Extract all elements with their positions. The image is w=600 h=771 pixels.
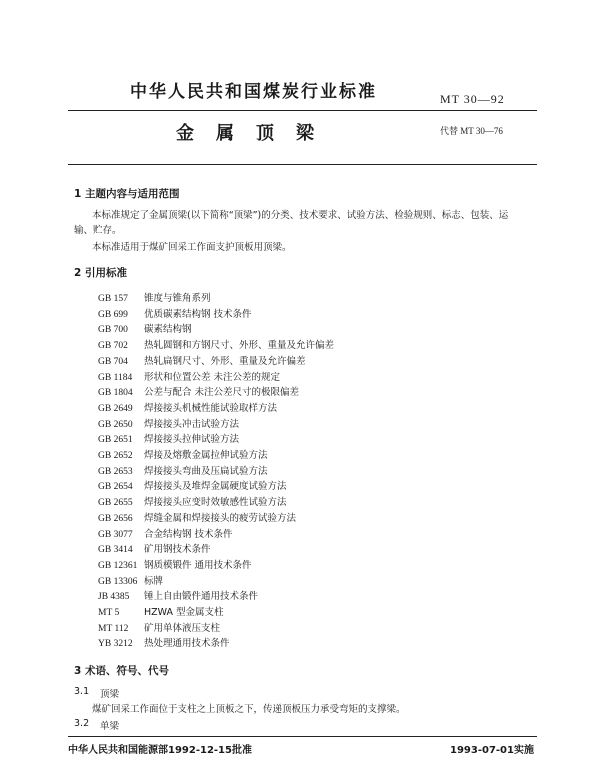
reference-item [98,447,268,461]
header-divider [68,110,537,111]
subsection-3-1-title: 顶梁 [100,689,120,700]
reference-item [98,526,233,540]
reference-code: GB 1804 [98,388,133,399]
reference-item [98,463,268,477]
reference-item [98,306,252,320]
reference-title: 焊接接头机械性能试验取样方法 [144,402,278,414]
reference-item [98,384,299,398]
reference-title: 焊缝金属和焊接接头的疲劳试验方法 [144,512,297,524]
reference-title: 焊接接头冲击试验方法 [144,418,240,430]
reference-title: 焊接及熔敷金属拉伸试验方法 [144,450,268,461]
reference-code: GB 2655 [98,498,133,509]
reference-code: GB 3414 [98,545,133,556]
reference-code: GB 157 [98,294,128,304]
reference-item [98,369,280,383]
reference-title: 矿用钢技术条件 [144,544,211,556]
section-1-paragraph-2: 本标准适用于煤矿回采工作面支护顶板用顶梁。 [92,242,292,253]
reference-title: 标牌 [144,575,164,587]
subsection-3-2-title: 单梁 [100,721,120,732]
reference-item [98,353,306,367]
reference-code: GB 2654 [98,482,133,493]
section-1-paragraph-1-line-2: 输、贮存。 [74,225,122,236]
reference-code: MT 112 [98,623,129,634]
reference-item [98,494,287,508]
reference-code: GB 700 [98,325,128,336]
reference-item [98,635,230,649]
subsection-3-1-text: 煤矿回采工作面位于支柱之上顶板之下，传递顶板压力承受弯矩的支撑梁。 [92,704,406,715]
reference-title: 形状和位置公差 未注公差的规定 [144,371,281,383]
subsection-3-2-number: 3.2 [74,718,90,729]
reference-item [98,478,287,492]
reference-item [98,321,192,335]
reference-title: 合金结构钢 技术条件 [144,528,233,540]
title-divider [68,164,537,165]
reference-title: 焊接接头拉伸试验方法 [144,434,240,446]
reference-title: 锥度与锥角系列 [144,293,211,304]
effective-date: 1993-07-01实施 [450,745,534,756]
reference-item [98,510,296,524]
reference-title: 热轧扁钢尺寸、外形、重量及允许偏差 [144,355,306,367]
reference-title: 矿用单体液压支柱 [144,622,221,634]
reference-title: 热处理通用技术条件 [144,638,230,650]
reference-code: GB 1184 [98,372,133,383]
reference-item [98,588,258,602]
section-1-heading: 1 主题内容与适用范围 [74,188,180,200]
reference-title: 碳素结构钢 [144,324,192,336]
reference-title: 焊接接头应变时效敏感性试验方法 [144,497,287,509]
reference-title: 焊接接头弯曲及压扁试验方法 [144,465,268,477]
section-2-heading: 2 引用标准 [74,267,127,279]
reference-item [98,337,334,351]
reference-item [98,557,252,571]
subsection-3-1-number: 3.1 [74,686,90,697]
section-1-paragraph-1-line-1: 本标准规定了金属顶梁(以下简称“顶梁”)的分类、技术要求、试验方法、检验规则、标志、包装、运 [92,210,509,221]
reference-code: JB 4385 [98,592,130,603]
reference-title: 公差与配合 未注公差尺寸的极限偏差 [144,387,300,399]
replaces-note: 代替 MT 30—76 [440,126,503,136]
reference-item [98,541,211,555]
reference-item [98,573,163,587]
reference-code: GB 2653 [98,466,133,477]
reference-code: GB 2650 [98,419,133,430]
reference-title: 热轧圆钢和方钢尺寸、外形、重量及允许偏差 [144,340,335,352]
reference-title: HZWA 型金属支柱 [144,607,224,618]
reference-title: 优质碳素结构钢 技术条件 [144,308,252,320]
standard-header-title: 中华人民共和国煤炭行业标准 [130,82,377,102]
section-3-heading: 3 术语、符号、代号 [74,665,169,677]
reference-item [98,290,211,304]
reference-item [98,400,277,414]
reference-code: GB 2651 [98,435,133,446]
reference-item [98,416,239,430]
reference-item [98,620,220,634]
reference-code: GB 13306 [98,576,138,587]
reference-code: GB 2652 [98,451,133,461]
standard-number: MT 30—92 [440,92,505,106]
approval-info: 中华人民共和国能源部1992-12-15批准 [68,745,252,756]
reference-code: GB 3077 [98,529,133,540]
reference-title: 焊接接头及堆焊金属硬度试验方法 [144,481,287,493]
reference-item [98,431,239,445]
reference-code: GB 704 [98,356,128,367]
footer-divider [68,736,537,737]
reference-title: 锤上自由锻件通用技术条件 [144,591,259,603]
reference-code: GB 12361 [98,560,138,571]
document-title: 金属顶梁 [176,123,336,144]
reference-code: GB 2649 [98,403,133,414]
reference-code: GB 702 [98,341,128,352]
reference-code: YB 3212 [98,639,133,650]
reference-title: 钢质模锻件 通用技术条件 [144,559,252,571]
reference-code: MT 5 [98,608,120,618]
reference-code: GB 2656 [98,513,133,524]
reference-item [98,604,224,618]
reference-code: GB 699 [98,309,128,320]
